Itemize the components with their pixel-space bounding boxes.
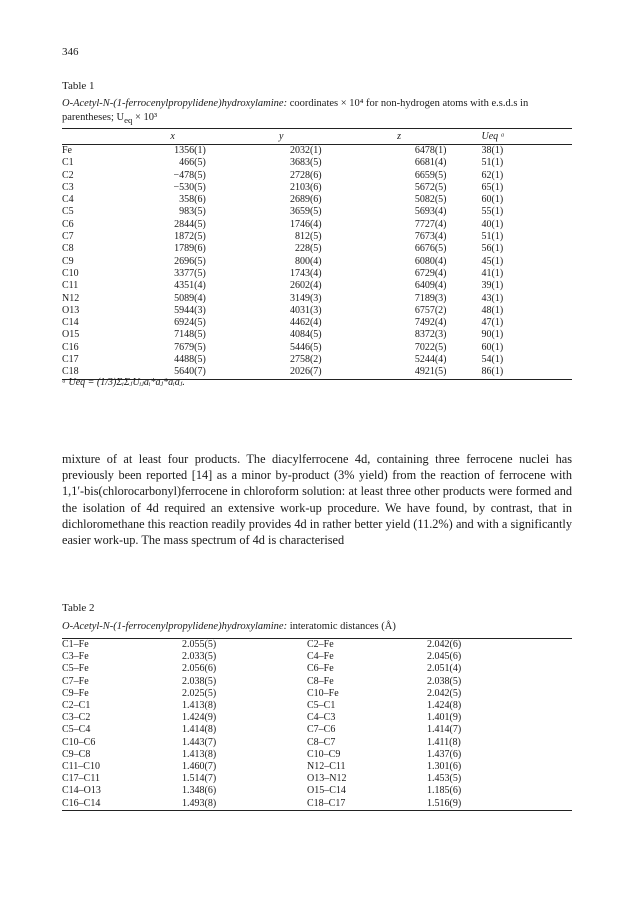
table1-cell: 8372(3) xyxy=(414,329,447,341)
table2-cell: 1.453(5) xyxy=(427,773,462,785)
table1-cell: 3659(5) xyxy=(289,206,322,218)
table1-cell: C4 xyxy=(62,194,74,206)
table2-row xyxy=(62,688,572,700)
table2-cell: 1.493(8) xyxy=(182,798,307,811)
table2-cell: C5–C4 xyxy=(62,724,91,736)
table2-cell: 1.514(7) xyxy=(182,773,217,785)
table1-cell: 60(1) xyxy=(481,194,504,206)
table1-cell: 1746(4) xyxy=(289,218,322,230)
table2-row xyxy=(62,651,572,663)
table1-cell: 86(1) xyxy=(461,366,572,379)
table1-header-y: y xyxy=(226,129,337,145)
table2-cell: 1.413(8) xyxy=(182,748,217,760)
table2-cell: C4–C3 xyxy=(307,712,336,724)
table1-body xyxy=(62,145,572,380)
table1-coordinates xyxy=(62,128,572,380)
table2-row xyxy=(62,761,572,773)
table2-cell: 2.038(5) xyxy=(182,675,217,687)
table2-cell: C16–C14 xyxy=(62,798,182,811)
table2-distances xyxy=(62,638,572,811)
table1-cell: C17 xyxy=(62,354,79,366)
table1-cell: 3683(5) xyxy=(289,157,322,169)
table1-cell: 5693(4) xyxy=(414,206,447,218)
table1-cell: 65(1) xyxy=(481,181,504,193)
table1-cell: 7022(5) xyxy=(414,341,447,353)
table2-cell: C14–O13 xyxy=(62,785,101,797)
table2-cell: 2.042(5) xyxy=(427,687,462,699)
table2-cell: C7–C6 xyxy=(307,724,336,736)
table1-cell: 2026(7) xyxy=(226,366,337,379)
table2-cell: 2.042(6) xyxy=(427,639,572,652)
table2-cell: 1.424(8) xyxy=(427,700,462,712)
table2-cell: 1.413(8) xyxy=(182,700,217,712)
table1-header-row xyxy=(62,129,572,145)
table2-cell: C2–C1 xyxy=(62,700,91,712)
table1-cell: 43(1) xyxy=(481,292,504,304)
table2-cell: 1.414(7) xyxy=(427,724,462,736)
table1-cell: 6729(4) xyxy=(414,267,447,279)
table1-cell: 2602(4) xyxy=(289,280,322,292)
table1-cell: 7727(4) xyxy=(414,218,447,230)
table2-cell: C9–Fe xyxy=(62,687,89,699)
table1-cell: 6080(4) xyxy=(414,255,447,267)
table2-cell: C8–Fe xyxy=(307,675,334,687)
table1-cell: 4462(4) xyxy=(289,317,322,329)
table1-row xyxy=(62,182,572,194)
table1-cell: 4351(4) xyxy=(174,280,206,292)
table1-cell: 7189(3) xyxy=(414,292,447,304)
table1-cell: C11 xyxy=(62,280,79,292)
table1-cell: 3149(3) xyxy=(289,292,322,304)
table1-cell: 7673(4) xyxy=(414,231,447,243)
table1-row xyxy=(62,305,572,317)
table1-footnote: ᵃ Ueq = (1/3)ΣᵢΣⱼUᵢⱼaᵢ*aⱼ*aᵢaⱼ. xyxy=(62,377,185,388)
table1-caption-text: coordinates × 10⁴ for non-hydrogen atoms with e.s.d.s in parentheses; U xyxy=(62,98,529,123)
table1-cell: 40(1) xyxy=(481,218,504,230)
table2-row xyxy=(62,785,572,797)
table1-row xyxy=(62,194,572,206)
table1-cell: C2 xyxy=(62,169,74,181)
body-paragraph-text: mixture of at least four products. The diacylferrocene 4d, containing three ferrocene nuclei has previously been reported [14] as a minor by-product (3% yield) from the reaction of ferrocene with 1,1′-bis(chlorocarbonyl)ferrocene in chloroform solution: at least three other products were formed and the isolation of 4d required an extensive work-up procedure. We have found, by contrast, that in dichloromethane this reaction readily provides 4d in rather better yield (11.2%) and with a significantly easier work-up. The mass spectrum of 4d is characterised xyxy=(62,452,572,548)
table1-row xyxy=(62,145,572,158)
table1-cell: 2844(5) xyxy=(174,218,206,230)
table1-cell: C16 xyxy=(62,341,79,353)
table1-cell: 4084(5) xyxy=(289,329,322,341)
table1-cell: 45(1) xyxy=(481,255,504,267)
table1-row xyxy=(62,280,572,292)
table1-row xyxy=(62,206,572,218)
table1-cell: 7492(4) xyxy=(414,317,447,329)
table2-cell: C9–C8 xyxy=(62,748,91,760)
table2-cell: C4–Fe xyxy=(307,651,334,663)
table1-cell: 47(1) xyxy=(481,317,504,329)
table1-cell: 62(1) xyxy=(481,169,504,181)
table1-cell: 358(6) xyxy=(179,194,206,206)
table1-cell: C9 xyxy=(62,255,74,267)
table1-cell: −478(5) xyxy=(173,169,206,181)
table1-cell: 5446(5) xyxy=(289,341,322,353)
table2-label: Table 2 xyxy=(62,602,95,614)
table1-row xyxy=(62,293,572,305)
table2-cell: C5–Fe xyxy=(62,663,89,675)
table1-cell: C14 xyxy=(62,317,79,329)
table2-cell: C10–C6 xyxy=(62,736,96,748)
table2-cell: C8–C7 xyxy=(307,736,336,748)
table1-cell: 55(1) xyxy=(481,206,504,218)
table1-cell: 800(4) xyxy=(294,255,322,267)
table1-cell: C7 xyxy=(62,231,74,243)
table1-cell: C3 xyxy=(62,181,74,193)
table2-cell: C18–C17 xyxy=(307,798,427,811)
table2-cell: 1.414(8) xyxy=(182,724,217,736)
table1-header-z: z xyxy=(337,129,462,145)
table2-cell: C3–Fe xyxy=(62,651,89,663)
table2-cell: 1.401(9) xyxy=(427,712,462,724)
table2-cell: 2.051(4) xyxy=(427,663,462,675)
table1-cell: C18 xyxy=(62,366,119,379)
table1-cell: 56(1) xyxy=(481,243,504,255)
body-paragraph xyxy=(62,451,572,548)
table1-row xyxy=(62,268,572,280)
table1-row xyxy=(62,256,572,268)
table1-cell: 39(1) xyxy=(481,280,504,292)
table1-row xyxy=(62,243,572,255)
table2-cell: C2–Fe xyxy=(307,639,427,652)
table1-row xyxy=(62,170,572,182)
table2-row xyxy=(62,712,572,724)
table1-cell: 5944(3) xyxy=(174,304,206,316)
table2-row xyxy=(62,773,572,785)
table2-cell: C7–Fe xyxy=(62,675,89,687)
table1-cell: −530(5) xyxy=(173,181,206,193)
table1-cell: 60(1) xyxy=(481,341,504,353)
table1-row xyxy=(62,231,572,243)
table1-row xyxy=(62,342,572,354)
page-number: 346 xyxy=(62,46,79,58)
table2-cell: 2.056(6) xyxy=(182,663,217,675)
table1-row xyxy=(62,157,572,169)
table2-row xyxy=(62,676,572,688)
table1-cell: 2728(6) xyxy=(289,169,322,181)
table1-cell: 466(5) xyxy=(179,157,206,169)
table1-cell: 1872(5) xyxy=(174,231,206,243)
table1-cell: Fe xyxy=(62,145,72,156)
table1-cell: 6409(4) xyxy=(414,280,447,292)
table2-cell: C11–C10 xyxy=(62,761,100,773)
table1-cell: 5672(5) xyxy=(414,181,447,193)
table2-body xyxy=(62,639,572,811)
table1-cell: 4921(5) xyxy=(337,366,462,379)
table2-cell: 1.301(6) xyxy=(427,761,462,773)
table2-caption xyxy=(62,621,396,632)
table1-cell: 5244(4) xyxy=(414,354,447,366)
table1-cell: 2103(6) xyxy=(289,181,322,193)
table2-cell: 1.411(8) xyxy=(427,736,461,748)
table1-cell: C5 xyxy=(62,206,74,218)
table1-cell: 6924(5) xyxy=(174,317,206,329)
table2-row xyxy=(62,639,572,652)
table1-header-ueq: Ueq ᵃ xyxy=(461,129,572,145)
table2-caption-compound: O-Acetyl-N-(1-ferrocenylpropylidene)hydroxylamine: xyxy=(62,621,288,632)
table1-row xyxy=(62,354,572,366)
table2-cell: 2.045(6) xyxy=(427,651,462,663)
table2-cell: 1.424(9) xyxy=(182,712,217,724)
table2-cell: 1.348(6) xyxy=(182,785,217,797)
table1-header-x: x xyxy=(119,129,225,145)
table2-row xyxy=(62,798,572,811)
table1-cell: 5082(5) xyxy=(414,194,447,206)
table1-cell: C10 xyxy=(62,267,79,279)
table2-cell: 2.038(5) xyxy=(427,675,462,687)
table1-cell: 2696(5) xyxy=(174,255,206,267)
table2-row xyxy=(62,737,572,749)
table1-cell: C8 xyxy=(62,243,74,255)
table1-cell: O15 xyxy=(62,329,80,341)
table2-cell: N12–C11 xyxy=(307,761,346,773)
table1-caption xyxy=(62,97,572,127)
table1-cell: 51(1) xyxy=(481,157,504,169)
table2-cell: C10–C9 xyxy=(307,748,341,760)
table1-cell: 4488(5) xyxy=(174,354,206,366)
table1-cell: 5640(7) xyxy=(119,366,225,379)
table1-cell: 6478(1) xyxy=(414,145,447,156)
table1-cell: 3377(5) xyxy=(174,267,206,279)
table1-cell: N12 xyxy=(62,292,80,304)
table2-row xyxy=(62,663,572,675)
table1-cell: 90(1) xyxy=(481,329,504,341)
table1-cell: 54(1) xyxy=(481,354,504,366)
table1-cell: 983(5) xyxy=(179,206,206,218)
table1-cell: 6659(5) xyxy=(414,169,447,181)
table2-row xyxy=(62,724,572,736)
table1-cell: 5089(4) xyxy=(174,292,206,304)
table2-cell: 1.437(6) xyxy=(427,748,462,760)
table2-cell: C3–C2 xyxy=(62,712,91,724)
table2-cell: 1.460(7) xyxy=(182,761,217,773)
table1-cell: 4031(3) xyxy=(289,304,322,316)
table1-cell: 2758(2) xyxy=(289,354,322,366)
table1-cell: 6757(2) xyxy=(414,304,447,316)
table2-cell: 2.025(5) xyxy=(182,687,217,699)
table2-cell: 1.516(9) xyxy=(427,798,572,811)
table1-cell: 2032(1) xyxy=(289,145,322,156)
table2-cell: 1.443(7) xyxy=(182,736,217,748)
table1-cell: O13 xyxy=(62,304,80,316)
table1-cell: 7679(5) xyxy=(174,341,206,353)
table1-cell: 41(1) xyxy=(481,267,504,279)
table1-cell: 1789(6) xyxy=(174,243,206,255)
table1-cell: 48(1) xyxy=(481,304,504,316)
table1-cell: 1743(4) xyxy=(289,267,322,279)
table2-cell: C6–Fe xyxy=(307,663,334,675)
table1-cell: C1 xyxy=(62,157,74,169)
table1-caption-end: × 10³ xyxy=(132,112,158,123)
table2-row xyxy=(62,749,572,761)
table1-cell: 228(5) xyxy=(294,243,322,255)
table2-cell: O13–N12 xyxy=(307,773,347,785)
table1-cell: 812(5) xyxy=(294,231,322,243)
table2-cell: O15–C14 xyxy=(307,785,346,797)
table2-cell: C5–C1 xyxy=(307,700,336,712)
table1-cell: 51(1) xyxy=(481,231,504,243)
table2-cell: C10–Fe xyxy=(307,687,339,699)
table1-cell: 6676(5) xyxy=(414,243,447,255)
table1-row xyxy=(62,329,572,341)
table1-cell: 1356(1) xyxy=(174,145,206,156)
table2-cell: 2.055(5) xyxy=(182,639,307,652)
table1-cell: 7148(5) xyxy=(174,329,206,341)
table2-cell: 1.185(6) xyxy=(427,785,462,797)
table1-row xyxy=(62,317,572,329)
table1-cell: 2689(6) xyxy=(289,194,322,206)
table1-header-atom xyxy=(62,129,119,145)
table1-label: Table 1 xyxy=(62,80,95,92)
table1-cell: 6681(4) xyxy=(414,157,447,169)
table2-cell: C1–Fe xyxy=(62,639,182,652)
table2-cell: 2.033(5) xyxy=(182,651,217,663)
table1-row xyxy=(62,219,572,231)
table1-cell: C6 xyxy=(62,218,74,230)
table1-caption-compound: O-Acetyl-N-(1-ferrocenylpropylidene)hydroxylamine: xyxy=(62,98,288,109)
table1-cell: 38(1) xyxy=(481,145,504,156)
table1-caption-sub: eq xyxy=(124,115,133,126)
table2-caption-text: interatomic distances (Å) xyxy=(287,621,396,632)
table2-cell: C17–C11 xyxy=(62,773,100,785)
table2-row xyxy=(62,700,572,712)
